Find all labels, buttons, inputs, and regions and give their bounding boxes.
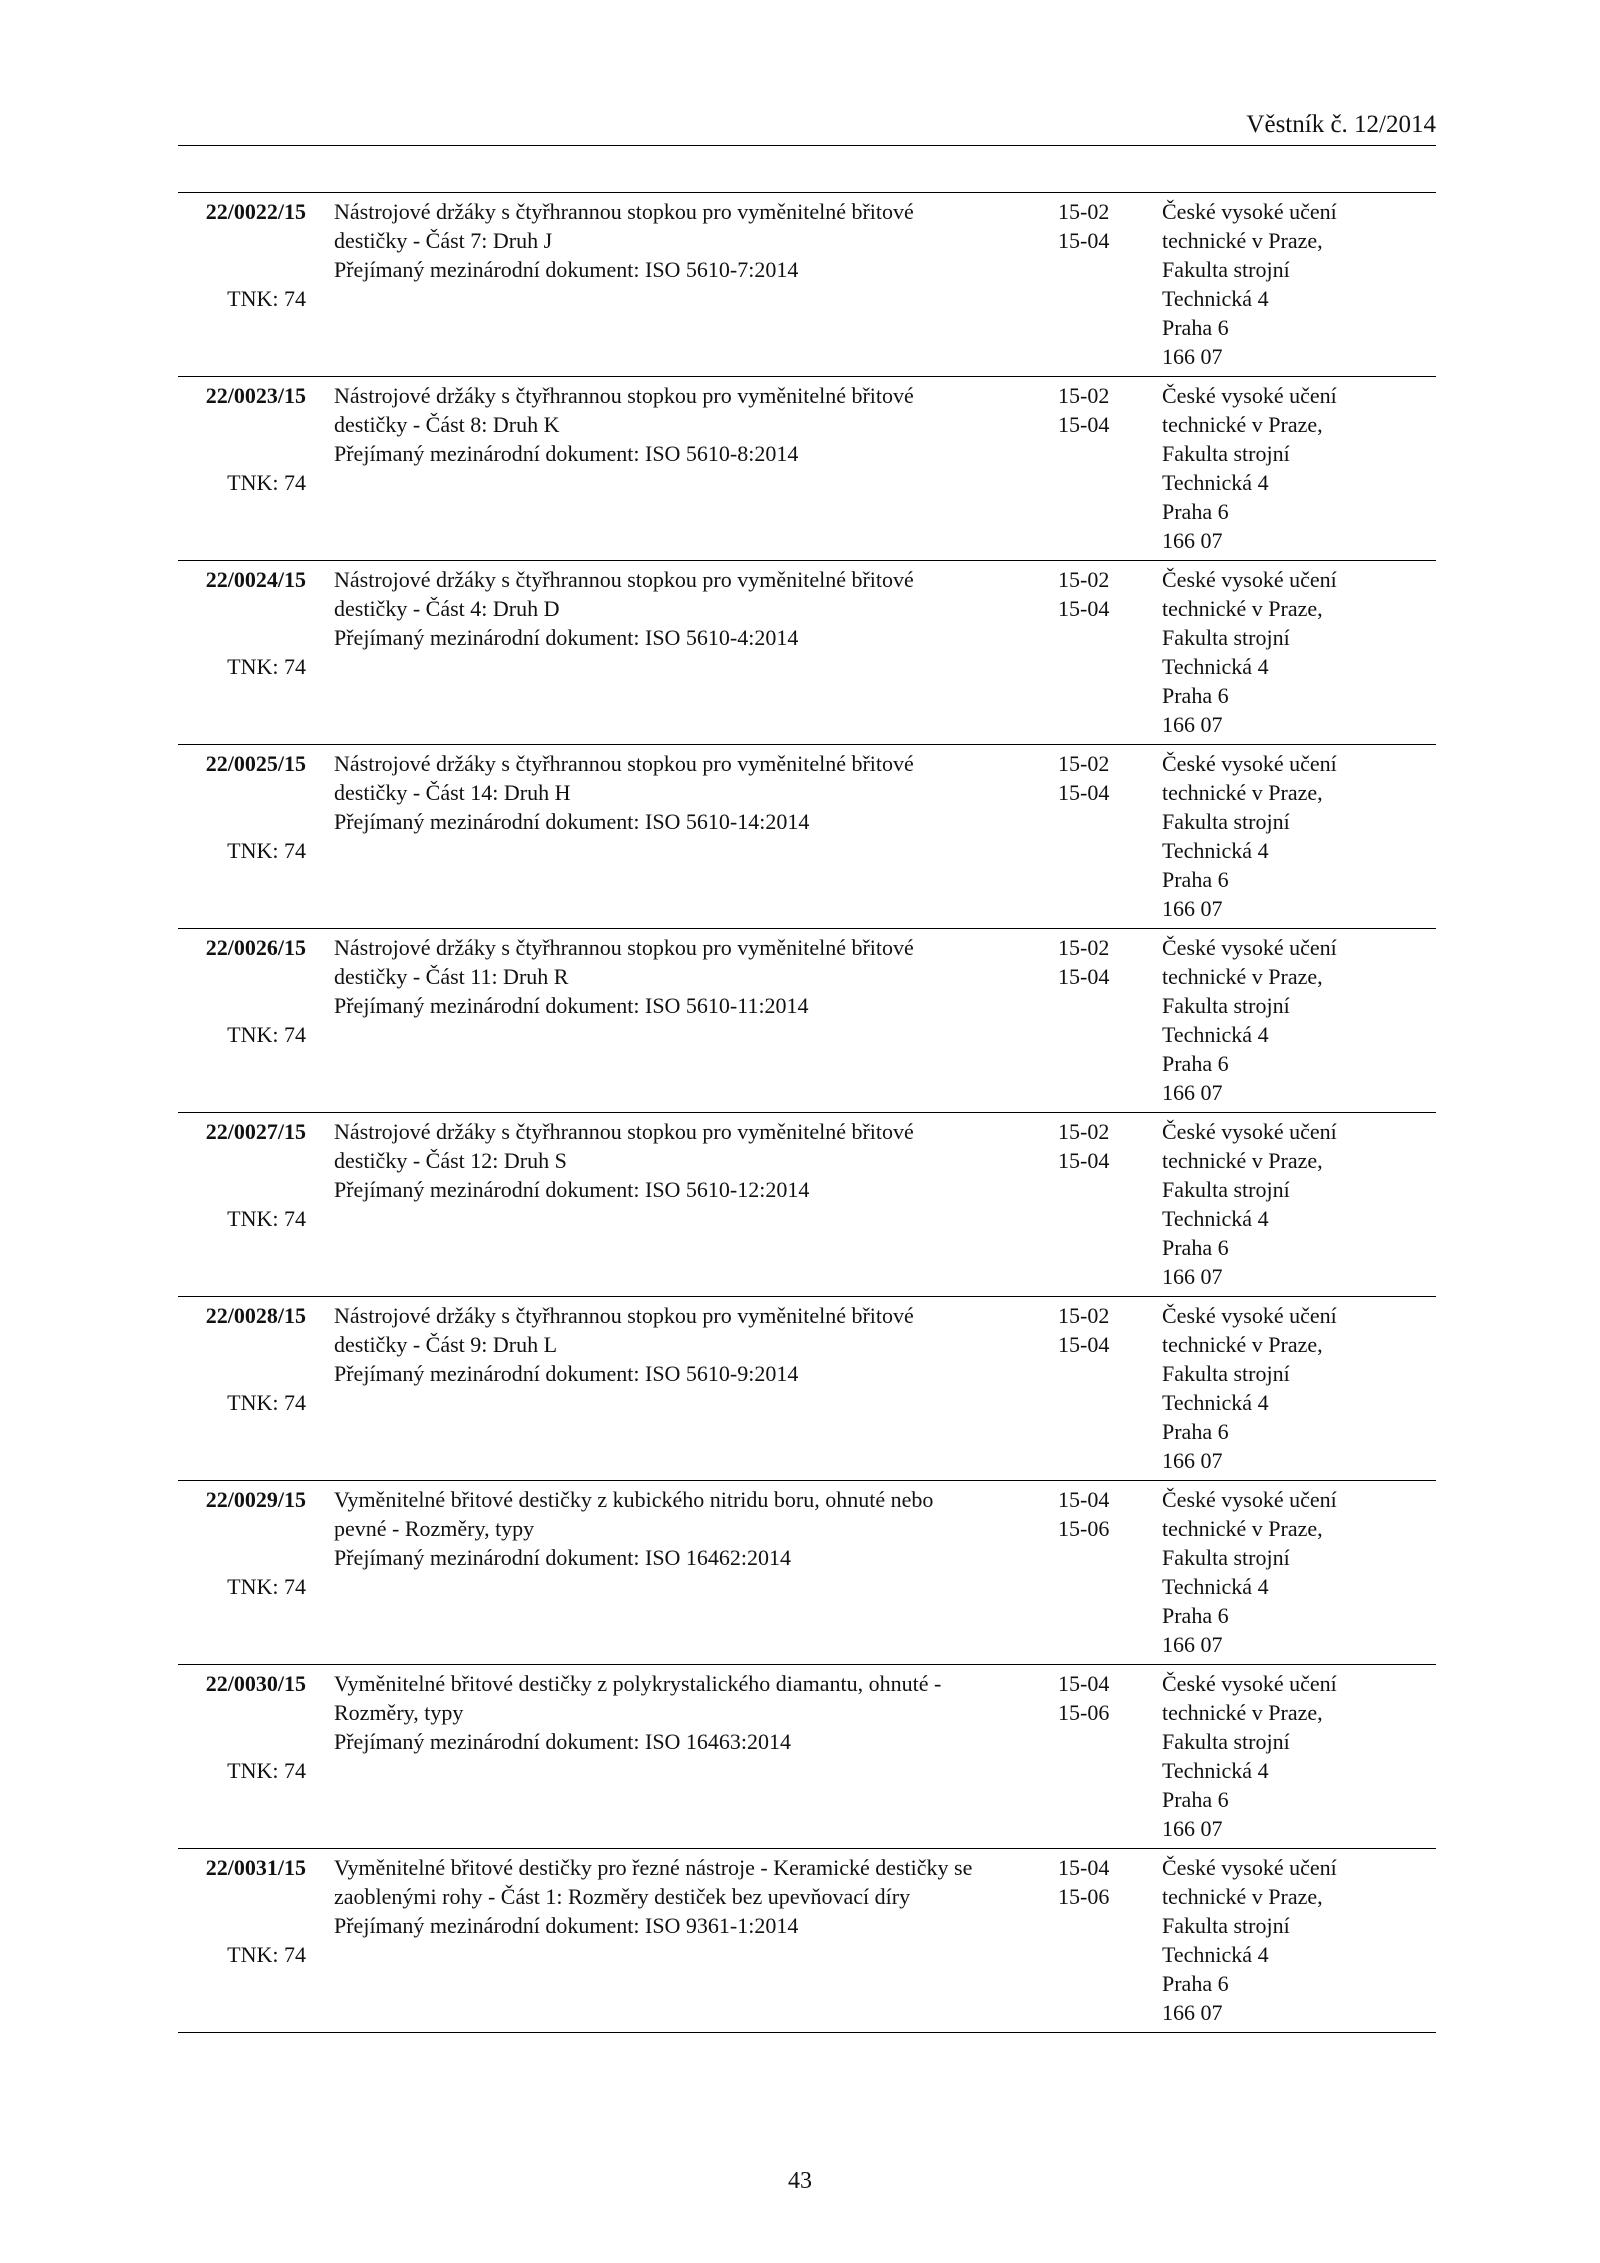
processor-address-line: Fakulta strojní <box>1162 993 1290 1018</box>
title-line: destičky - Část 14: Druh H <box>334 780 571 805</box>
record-processor <box>1162 933 1432 1107</box>
processor-address-line: 166 07 <box>1162 2000 1223 2025</box>
processor-address-line: technické v Praze, <box>1162 964 1323 989</box>
processor-address-line: Praha 6 <box>1162 499 1229 524</box>
tnk-label: TNK: 74 <box>227 1022 306 1047</box>
record-codes <box>1058 381 1138 439</box>
record-codes <box>1058 1117 1138 1175</box>
processor-address-line: Technická 4 <box>1162 1942 1269 1967</box>
record-codes <box>1058 565 1138 623</box>
standard-record <box>178 929 1436 1113</box>
record-number: 22/0022/15 <box>205 199 306 224</box>
processor-address-line: České vysoké učení <box>1162 1303 1337 1328</box>
processor-address-line: technické v Praze, <box>1162 1700 1323 1725</box>
classification-code: 15-02 <box>1058 383 1110 408</box>
record-identifier <box>178 933 306 1049</box>
classification-code: 15-04 <box>1058 964 1110 989</box>
processor-address-line: technické v Praze, <box>1162 228 1323 253</box>
running-header: Věstník č. 12/2014 <box>1246 111 1436 138</box>
classification-code: 15-02 <box>1058 1119 1110 1144</box>
processor-address-line: České vysoké učení <box>1162 383 1337 408</box>
processor-address-line: Praha 6 <box>1162 1235 1229 1260</box>
record-codes <box>1058 197 1138 255</box>
processor-address-line: 166 07 <box>1162 896 1223 921</box>
standard-record <box>178 1849 1436 2033</box>
processor-address-line: Fakulta strojní <box>1162 809 1290 834</box>
title-line: Nástrojové držáky s čtyřhrannou stopkou pro vyměnitelné břitové <box>334 199 914 224</box>
standard-record <box>178 1481 1436 1665</box>
processor-address-line: Praha 6 <box>1162 1787 1229 1812</box>
classification-code: 15-06 <box>1058 1700 1110 1725</box>
record-codes <box>1058 749 1138 807</box>
processor-address-line: Praha 6 <box>1162 1971 1229 1996</box>
record-identifier <box>178 1485 306 1601</box>
record-codes <box>1058 1853 1138 1911</box>
standard-record <box>178 1665 1436 1849</box>
record-identifier <box>178 1853 306 1969</box>
processor-address-line: České vysoké učení <box>1162 1855 1337 1880</box>
processor-address-line: Technická 4 <box>1162 654 1269 679</box>
standard-record <box>178 745 1436 929</box>
processor-address-line: Fakulta strojní <box>1162 257 1290 282</box>
standard-record <box>178 561 1436 745</box>
processor-address-line: Technická 4 <box>1162 1574 1269 1599</box>
processor-address-line: Praha 6 <box>1162 683 1229 708</box>
record-title <box>334 749 914 836</box>
classification-code: 15-06 <box>1058 1516 1110 1541</box>
record-title <box>334 1485 934 1572</box>
title-line: Nástrojové držáky s čtyřhrannou stopkou pro vyměnitelné břitové <box>334 1119 914 1144</box>
classification-code: 15-04 <box>1058 1671 1110 1696</box>
classification-code: 15-02 <box>1058 1303 1110 1328</box>
record-number: 22/0026/15 <box>205 935 306 960</box>
processor-address-line: České vysoké učení <box>1162 751 1337 776</box>
processor-address-line: Fakulta strojní <box>1162 1913 1290 1938</box>
title-line: Vyměnitelné břitové destičky z polykrystalického diamantu, ohnuté - <box>334 1671 942 1696</box>
record-processor <box>1162 1853 1432 2027</box>
processor-address-line: Fakulta strojní <box>1162 625 1290 650</box>
processor-address-line: 166 07 <box>1162 1448 1223 1473</box>
record-processor <box>1162 1669 1432 1843</box>
title-line: Přejímaný mezinárodní dokument: ISO 16463:2014 <box>334 1729 792 1754</box>
classification-code: 15-04 <box>1058 780 1110 805</box>
tnk-label: TNK: 74 <box>227 470 306 495</box>
record-identifier <box>178 749 306 865</box>
processor-address-line: Praha 6 <box>1162 867 1229 892</box>
title-line: destičky - Část 8: Druh K <box>334 412 560 437</box>
processor-address-line: České vysoké učení <box>1162 1487 1337 1512</box>
record-codes <box>1058 933 1138 991</box>
classification-code: 15-04 <box>1058 1487 1110 1512</box>
title-line: destičky - Část 11: Druh R <box>334 964 569 989</box>
processor-address-line: Praha 6 <box>1162 1419 1229 1444</box>
record-identifier <box>178 565 306 681</box>
record-processor <box>1162 381 1432 555</box>
record-number: 22/0031/15 <box>205 1855 306 1880</box>
record-title <box>334 1853 973 1940</box>
processor-address-line: 166 07 <box>1162 1080 1223 1105</box>
processor-address-line: Technická 4 <box>1162 838 1269 863</box>
title-line: Přejímaný mezinárodní dokument: ISO 5610-11:2014 <box>334 993 809 1018</box>
tnk-label: TNK: 74 <box>227 1758 306 1783</box>
tnk-label: TNK: 74 <box>227 1390 306 1415</box>
record-processor <box>1162 197 1432 371</box>
classification-code: 15-02 <box>1058 935 1110 960</box>
title-line: Přejímaný mezinárodní dokument: ISO 5610-7:2014 <box>334 257 799 282</box>
processor-address-line: České vysoké učení <box>1162 935 1337 960</box>
processor-address-line: 166 07 <box>1162 1632 1223 1657</box>
record-number: 22/0024/15 <box>205 567 306 592</box>
record-number: 22/0023/15 <box>205 383 306 408</box>
classification-code: 15-02 <box>1058 751 1110 776</box>
record-codes <box>1058 1669 1138 1727</box>
tnk-label: TNK: 74 <box>227 1942 306 1967</box>
processor-address-line: Fakulta strojní <box>1162 1361 1290 1386</box>
processor-address-line: Technická 4 <box>1162 470 1269 495</box>
processor-address-line: Technická 4 <box>1162 1022 1269 1047</box>
processor-address-line: Praha 6 <box>1162 315 1229 340</box>
record-title <box>334 565 914 652</box>
record-title <box>334 1117 914 1204</box>
title-line: Nástrojové držáky s čtyřhrannou stopkou pro vyměnitelné břitové <box>334 567 914 592</box>
record-title <box>334 1669 942 1756</box>
record-processor <box>1162 749 1432 923</box>
classification-code: 15-04 <box>1058 412 1110 437</box>
record-processor <box>1162 1485 1432 1659</box>
record-identifier <box>178 197 306 313</box>
processor-address-line: technické v Praze, <box>1162 596 1323 621</box>
title-line: destičky - Část 12: Druh S <box>334 1148 567 1173</box>
title-line: destičky - Část 9: Druh L <box>334 1332 558 1357</box>
processor-address-line: České vysoké učení <box>1162 1671 1337 1696</box>
record-title <box>334 1301 914 1388</box>
title-line: zaoblenými rohy - Část 1: Rozměry destiček bez upevňovací díry <box>334 1884 911 1909</box>
tnk-label: TNK: 74 <box>227 838 306 863</box>
title-line: Vyměnitelné břitové destičky z kubického nitridu boru, ohnuté nebo <box>334 1487 934 1512</box>
classification-code: 15-04 <box>1058 1855 1110 1880</box>
header-rule <box>178 145 1436 146</box>
processor-address-line: Fakulta strojní <box>1162 441 1290 466</box>
title-line: Nástrojové držáky s čtyřhrannou stopkou pro vyměnitelné břitové <box>334 383 914 408</box>
processor-address-line: technické v Praze, <box>1162 412 1323 437</box>
record-title <box>334 197 914 284</box>
record-processor <box>1162 1301 1432 1475</box>
classification-code: 15-02 <box>1058 567 1110 592</box>
title-line: Nástrojové držáky s čtyřhrannou stopkou pro vyměnitelné břitové <box>334 751 914 776</box>
record-number: 22/0025/15 <box>205 751 306 776</box>
title-line: Rozměry, typy <box>334 1700 464 1725</box>
tnk-label: TNK: 74 <box>227 1206 306 1231</box>
processor-address-line: Fakulta strojní <box>1162 1545 1290 1570</box>
processor-address-line: Technická 4 <box>1162 1390 1269 1415</box>
processor-address-line: technické v Praze, <box>1162 1884 1323 1909</box>
record-identifier <box>178 1301 306 1417</box>
processor-address-line: Fakulta strojní <box>1162 1177 1290 1202</box>
processor-address-line: 166 07 <box>1162 712 1223 737</box>
record-identifier <box>178 381 306 497</box>
processor-address-line: České vysoké učení <box>1162 1119 1337 1144</box>
record-codes <box>1058 1301 1138 1359</box>
processor-address-line: Praha 6 <box>1162 1603 1229 1628</box>
title-line: Přejímaný mezinárodní dokument: ISO 16462:2014 <box>334 1545 792 1570</box>
standards-list <box>178 192 1436 2033</box>
title-line: destičky - Část 7: Druh J <box>334 228 553 253</box>
classification-code: 15-04 <box>1058 1148 1110 1173</box>
title-line: Přejímaný mezinárodní dokument: ISO 5610-8:2014 <box>334 441 799 466</box>
record-processor <box>1162 565 1432 739</box>
record-number: 22/0029/15 <box>205 1487 306 1512</box>
processor-address-line: technické v Praze, <box>1162 1148 1323 1173</box>
tnk-label: TNK: 74 <box>227 286 306 311</box>
processor-address-line: 166 07 <box>1162 1816 1223 1841</box>
title-line: destičky - Část 4: Druh D <box>334 596 560 621</box>
title-line: Přejímaný mezinárodní dokument: ISO 5610-14:2014 <box>334 809 810 834</box>
title-line: Přejímaný mezinárodní dokument: ISO 5610-12:2014 <box>334 1177 810 1202</box>
record-number: 22/0030/15 <box>205 1671 306 1696</box>
record-codes <box>1058 1485 1138 1543</box>
processor-address-line: Technická 4 <box>1162 286 1269 311</box>
processor-address-line: Fakulta strojní <box>1162 1729 1290 1754</box>
record-identifier <box>178 1117 306 1233</box>
classification-code: 15-04 <box>1058 596 1110 621</box>
classification-code: 15-06 <box>1058 1884 1110 1909</box>
tnk-label: TNK: 74 <box>227 1574 306 1599</box>
page-number: 43 <box>788 2168 812 2194</box>
processor-address-line: Technická 4 <box>1162 1206 1269 1231</box>
title-line: Vyměnitelné břitové destičky pro řezné nástroje - Keramické destičky se <box>334 1855 973 1880</box>
title-line: Přejímaný mezinárodní dokument: ISO 9361-1:2014 <box>334 1913 799 1938</box>
title-line: Přejímaný mezinárodní dokument: ISO 5610-4:2014 <box>334 625 799 650</box>
tnk-label: TNK: 74 <box>227 654 306 679</box>
standard-record <box>178 1297 1436 1481</box>
processor-address-line: České vysoké učení <box>1162 567 1337 592</box>
classification-code: 15-04 <box>1058 1332 1110 1357</box>
standard-record <box>178 193 1436 377</box>
title-line: Nástrojové držáky s čtyřhrannou stopkou pro vyměnitelné břitové <box>334 935 914 960</box>
processor-address-line: technické v Praze, <box>1162 1332 1323 1357</box>
processor-address-line: České vysoké učení <box>1162 199 1337 224</box>
processor-address-line: Technická 4 <box>1162 1758 1269 1783</box>
record-title <box>334 933 914 1020</box>
record-identifier <box>178 1669 306 1785</box>
processor-address-line: technické v Praze, <box>1162 1516 1323 1541</box>
record-title <box>334 381 914 468</box>
title-line: Nástrojové držáky s čtyřhrannou stopkou pro vyměnitelné břitové <box>334 1303 914 1328</box>
title-line: Přejímaný mezinárodní dokument: ISO 5610-9:2014 <box>334 1361 799 1386</box>
standard-record <box>178 377 1436 561</box>
record-number: 22/0028/15 <box>205 1303 306 1328</box>
processor-address-line: 166 07 <box>1162 344 1223 369</box>
title-line: pevné - Rozměry, typy <box>334 1516 535 1541</box>
processor-address-line: technické v Praze, <box>1162 780 1323 805</box>
standard-record <box>178 1113 1436 1297</box>
classification-code: 15-02 <box>1058 199 1110 224</box>
processor-address-line: 166 07 <box>1162 1264 1223 1289</box>
processor-address-line: 166 07 <box>1162 528 1223 553</box>
record-processor <box>1162 1117 1432 1291</box>
classification-code: 15-04 <box>1058 228 1110 253</box>
processor-address-line: Praha 6 <box>1162 1051 1229 1076</box>
record-number: 22/0027/15 <box>205 1119 306 1144</box>
